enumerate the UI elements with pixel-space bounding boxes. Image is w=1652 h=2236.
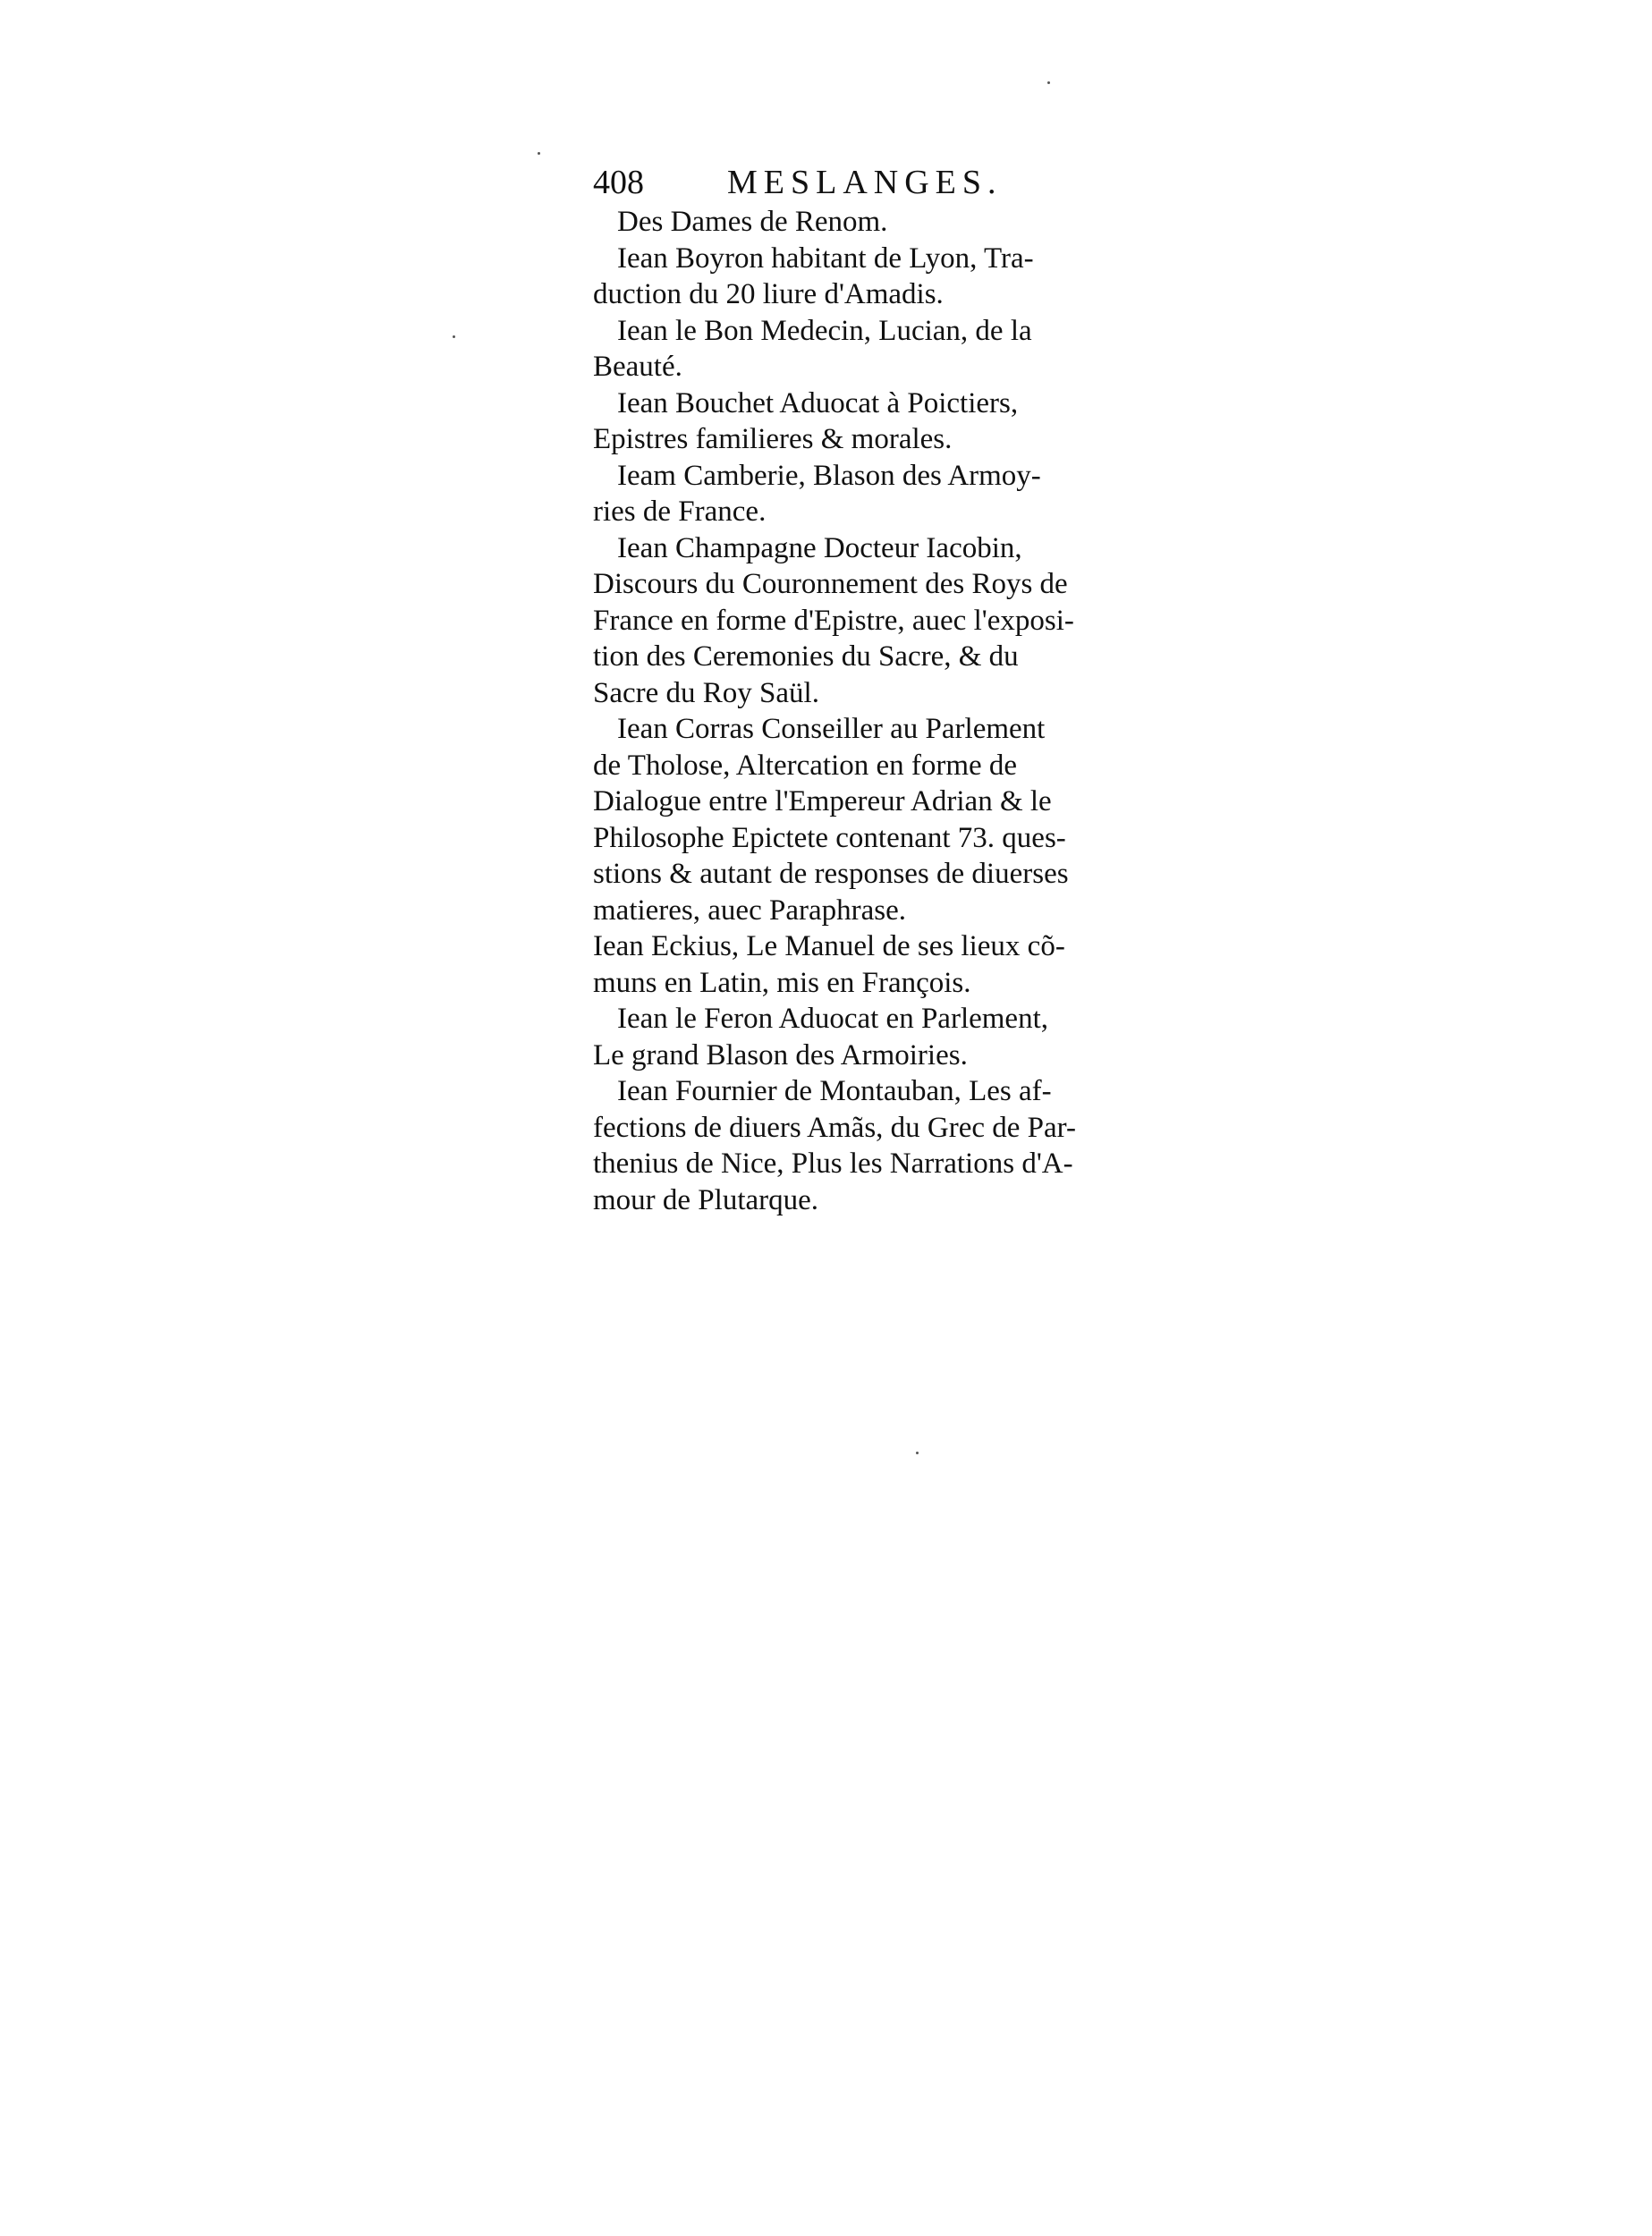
text-line: Iean Corras Conseiller au Parlement — [617, 713, 1046, 745]
text-line: stions & autant de responses de diuerses — [593, 858, 1069, 890]
text-line: de Tholose, Altercation en forme de — [593, 750, 1018, 782]
scan-speck — [916, 1452, 919, 1454]
text-line: fections de diuers Amãs, du Grec de Par- — [593, 1112, 1077, 1144]
page-number: 408 — [593, 164, 644, 201]
text-line: Iean le Feron Aduocat en Parlement, — [617, 1003, 1048, 1035]
text-line: Sacre du Roy Saül. — [593, 677, 819, 709]
text-line: ries de France. — [593, 495, 767, 528]
scan-speck — [1047, 81, 1050, 84]
text-line: duction du 20 liure d'Amadis. — [593, 278, 944, 310]
text-line: Le grand Blason des Armoiries. — [593, 1039, 968, 1071]
text-line: Ieam Camberie, Blason des Armoy- — [617, 460, 1041, 492]
text-line: muns en Latin, mis en François. — [593, 967, 971, 999]
text-line: Iean Eckius, Le Manuel de ses lieux cõ- — [593, 930, 1065, 962]
scan-speck — [538, 152, 540, 155]
text-line: Iean Bouchet Aduocat à Poictiers, — [617, 387, 1019, 419]
running-title: MESLANGES. — [727, 164, 1003, 201]
text-line: Discours du Couronnement des Roys de — [593, 568, 1068, 600]
scan-speck — [453, 335, 455, 338]
text-line: Iean Boyron habitant de Lyon, Tra- — [617, 242, 1034, 275]
text-line: Epistres familieres & morales. — [593, 423, 953, 455]
text-line: thenius de Nice, Plus les Narrations d'A- — [593, 1148, 1073, 1180]
text-line: Iean Champagne Docteur Iacobin, — [617, 532, 1022, 564]
text-line: tion des Ceremonies du Sacre, & du — [593, 640, 1019, 673]
text-line: mour de Plutarque. — [593, 1184, 819, 1216]
text-line: Iean le Bon Medecin, Lucian, de la — [617, 315, 1032, 347]
text-line: France en forme d'Epistre, auec l'exposi- — [593, 605, 1074, 637]
text-line: Iean Fournier de Montauban, Les af- — [617, 1075, 1052, 1107]
text-line: matieres, auec Paraphrase. — [593, 894, 906, 927]
text-line: Beauté. — [593, 351, 682, 383]
text-line: Dialogue entre l'Empereur Adrian & le — [593, 785, 1052, 817]
text-line: Des Dames de Renom. — [617, 206, 888, 238]
page-header — [593, 157, 1130, 208]
text-line: Philosophe Epictete contenant 73. ques- — [593, 822, 1066, 854]
